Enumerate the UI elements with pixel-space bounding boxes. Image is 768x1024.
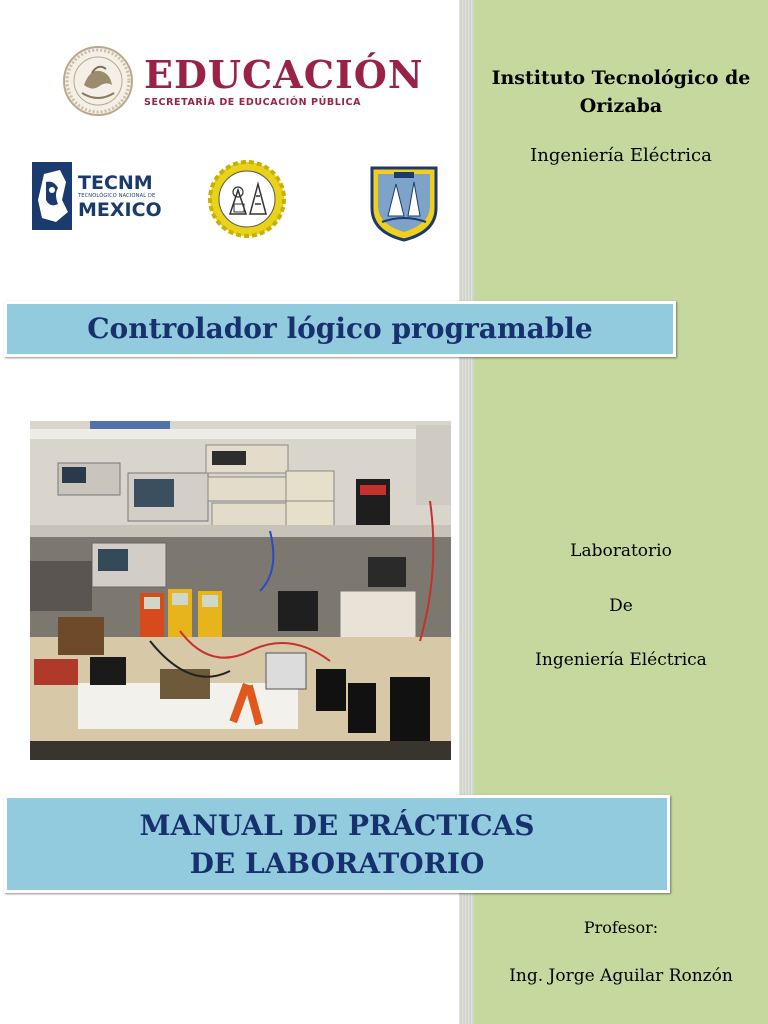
professor-label: Profesor: [583,918,659,937]
career-name: Ingeniería Eléctrica [530,145,712,166]
lab-line-1: Laboratorio [570,541,672,561]
electrical-engineering-shield-icon [368,164,440,242]
education-logo [62,45,424,117]
mexico-seal-icon [62,45,134,117]
manual-title-line-2: DE LABORATORIO [189,847,485,880]
professor-name: Ing. Jorge Aguilar Ronzón [509,966,733,986]
manual-title-banner [4,795,670,893]
education-title: EDUCACIÓN [144,51,424,97]
course-title-banner [4,301,676,357]
lab-line-3: Ingeniería Eléctrica [535,650,707,670]
tecnm-title: TECNM [78,171,153,194]
laboratory-photo [30,421,451,760]
course-title: Controlador lógico programable [87,312,593,345]
tecnm-logo [30,160,162,232]
education-subtitle: SECRETARÍA DE EDUCACIÓN PÚBLICA [144,96,362,108]
institute-gear-emblem-icon [208,160,286,238]
tecnm-subtitle: TECNOLÓGICO NACIONAL DE [78,192,156,199]
lab-line-2: De [609,596,633,616]
tecnm-country: MEXICO [78,198,162,221]
institute-name: Instituto Tecnológico de Orizaba [491,67,751,117]
tecnm-gear-icon [30,160,74,232]
manual-title-line-1: MANUAL DE PRÁCTICAS [139,809,535,842]
